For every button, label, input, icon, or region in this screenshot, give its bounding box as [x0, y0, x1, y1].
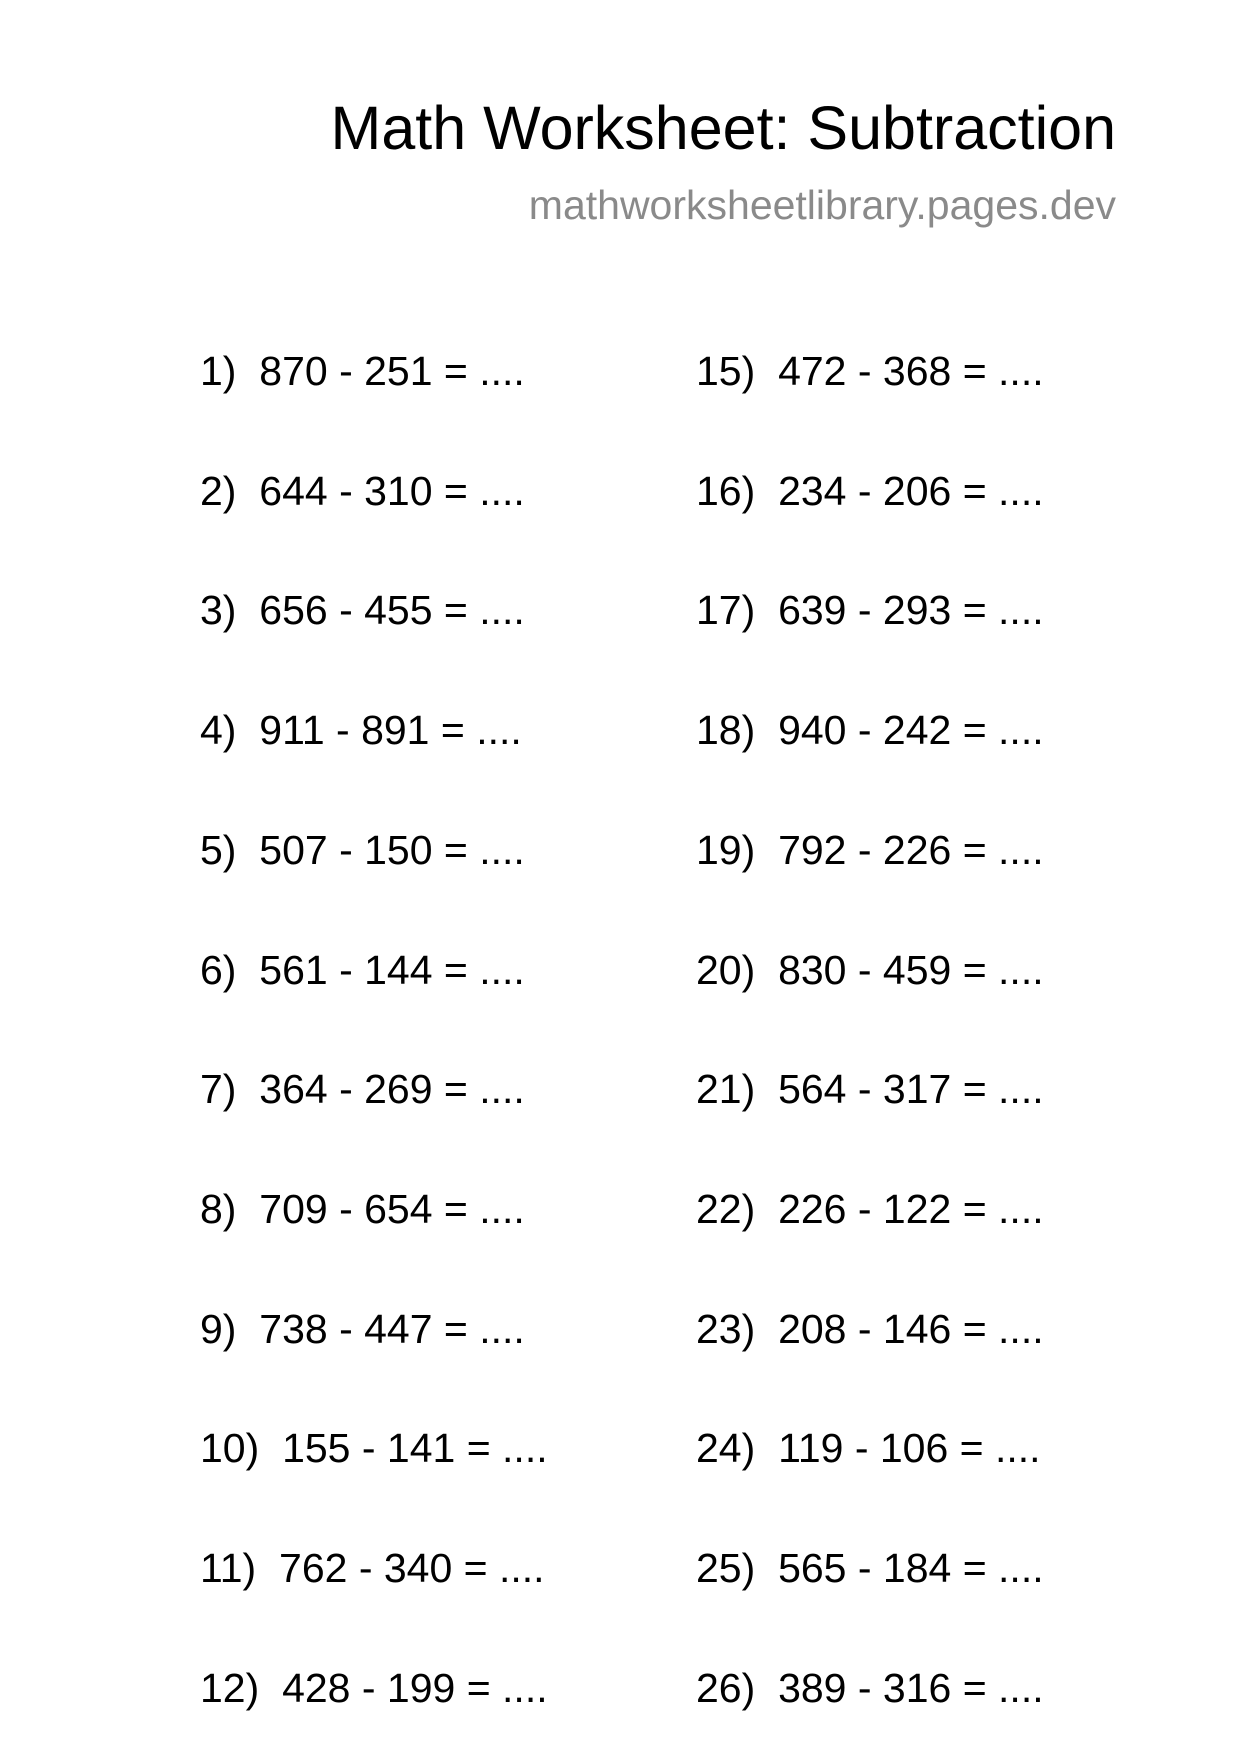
problem-expression: 507 - 150 = ....: [259, 827, 525, 873]
problem-number: 9): [200, 1306, 237, 1352]
problem-item: [200, 348, 525, 394]
problem-item: [200, 1186, 525, 1232]
problem-item: [200, 1665, 548, 1711]
problem-number: 8): [200, 1186, 237, 1232]
problem-number: 15): [696, 348, 756, 394]
problem-item: [200, 1425, 548, 1471]
problem-item: [200, 1066, 525, 1112]
problem-number: 24): [696, 1425, 756, 1471]
problem-item: [200, 468, 525, 514]
problem-item: [696, 1425, 1041, 1471]
problem-number: 1): [200, 348, 237, 394]
problem-expression: 644 - 310 = ....: [259, 468, 525, 514]
problem-number: 26): [696, 1665, 756, 1711]
problem-number: 5): [200, 827, 237, 873]
problem-expression: 940 - 242 = ....: [778, 707, 1044, 753]
problem-expression: 830 - 459 = ....: [778, 947, 1044, 993]
problem-number: 25): [696, 1545, 756, 1591]
problem-item: [696, 947, 1044, 993]
problem-number: 11): [200, 1545, 257, 1591]
problem-expression: 911 - 891 = ....: [259, 707, 522, 753]
problem-expression: 389 - 316 = ....: [778, 1665, 1044, 1711]
problem-expression: 119 - 106 = ....: [778, 1425, 1041, 1471]
problem-number: 18): [696, 707, 756, 753]
problem-item: [200, 947, 525, 993]
problem-item: [200, 1545, 545, 1591]
problem-item: [696, 1545, 1044, 1591]
page-title: Math Worksheet: Subtraction: [330, 94, 1116, 162]
problem-item: [696, 468, 1044, 514]
problem-expression: 709 - 654 = ....: [259, 1186, 525, 1232]
problem-number: 16): [696, 468, 756, 514]
problem-expression: 656 - 455 = ....: [259, 587, 525, 633]
problem-item: [696, 1186, 1044, 1232]
problem-number: 2): [200, 468, 237, 514]
problem-expression: 208 - 146 = ....: [778, 1306, 1044, 1352]
problem-number: 22): [696, 1186, 756, 1232]
problem-expression: 428 - 199 = ....: [282, 1665, 548, 1711]
problem-number: 20): [696, 947, 756, 993]
problem-number: 3): [200, 587, 237, 633]
problem-item: [200, 827, 525, 873]
problem-item: [696, 348, 1044, 394]
problem-number: 23): [696, 1306, 756, 1352]
problem-number: 19): [696, 827, 756, 873]
problem-item: [200, 587, 525, 633]
problem-number: 17): [696, 587, 756, 633]
problem-item: [200, 707, 522, 753]
problem-item: [696, 827, 1044, 873]
problem-item: [696, 1665, 1044, 1711]
problem-expression: 762 - 340 = ....: [279, 1545, 545, 1591]
problem-expression: 870 - 251 = ....: [259, 348, 525, 394]
problem-expression: 564 - 317 = ....: [778, 1066, 1044, 1112]
website-url: mathworksheetlibrary.pages.dev: [528, 182, 1116, 228]
problem-expression: 738 - 447 = ....: [259, 1306, 525, 1352]
problem-number: 21): [696, 1066, 756, 1112]
problem-expression: 565 - 184 = ....: [778, 1545, 1044, 1591]
problem-expression: 639 - 293 = ....: [778, 587, 1044, 633]
problem-expression: 155 - 141 = ....: [282, 1425, 548, 1471]
problem-number: 4): [200, 707, 237, 753]
problem-expression: 364 - 269 = ....: [259, 1066, 525, 1112]
problem-number: 12): [200, 1665, 260, 1711]
problem-item: [696, 587, 1044, 633]
problem-expression: 472 - 368 = ....: [778, 348, 1044, 394]
problem-expression: 226 - 122 = ....: [778, 1186, 1044, 1232]
problem-expression: 234 - 206 = ....: [778, 468, 1044, 514]
problem-number: 6): [200, 947, 237, 993]
problem-item: [696, 707, 1044, 753]
problem-number: 7): [200, 1066, 237, 1112]
problem-number: 10): [200, 1425, 260, 1471]
problem-item: [200, 1306, 525, 1352]
problem-expression: 792 - 226 = ....: [778, 827, 1044, 873]
problem-expression: 561 - 144 = ....: [259, 947, 525, 993]
problem-item: [696, 1306, 1044, 1352]
problem-item: [696, 1066, 1044, 1112]
